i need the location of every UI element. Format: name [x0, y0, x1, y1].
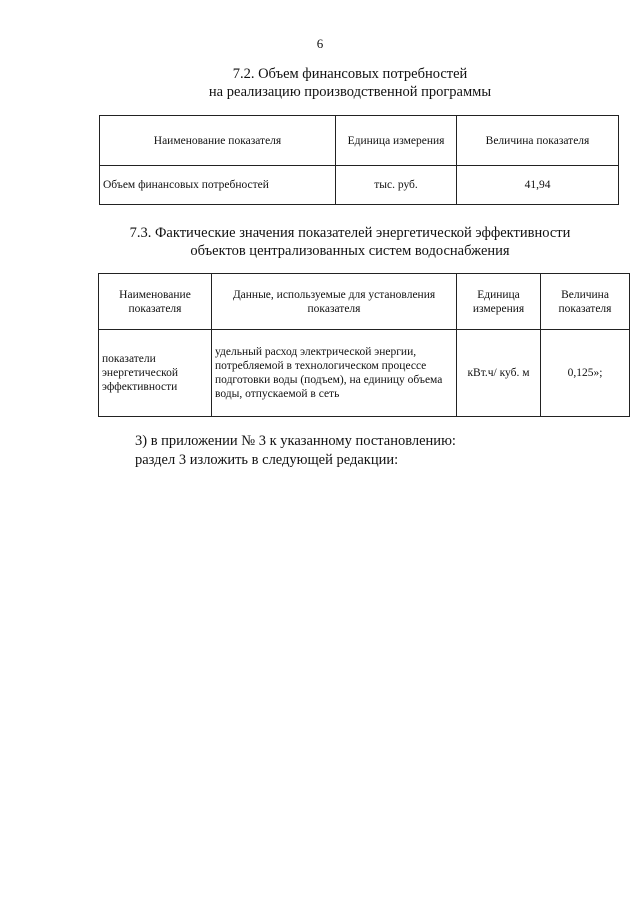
paragraph-section-3: раздел 3 изложить в следующей редакции:	[135, 452, 399, 468]
cell-unit: тыс. руб.	[336, 166, 457, 205]
financial-needs-table	[99, 115, 619, 205]
table-header-row	[100, 116, 619, 166]
section-7-3-heading	[60, 224, 640, 260]
section-7-2-heading	[60, 65, 640, 101]
energy-efficiency-table	[98, 273, 630, 417]
table-row	[99, 330, 630, 417]
cell-indicator-name: показатели энергетической эффективности	[99, 330, 212, 417]
header-data-used: Данные, используемые для установления показателя	[212, 274, 457, 330]
table-header-row	[99, 274, 630, 330]
cell-value: 41,94	[457, 166, 619, 205]
section-7-3-heading-line1: 7.3. Фактические значения показателей энергетической эффективности	[129, 225, 571, 241]
table-row	[100, 166, 619, 205]
header-value: Величина показателя	[541, 274, 630, 330]
cell-value: 0,125»;	[541, 330, 630, 417]
page-number: 6	[316, 36, 324, 51]
header-indicator-name: Наименование показателя	[99, 274, 212, 330]
cell-indicator-name: Объем финансовых потребностей	[100, 166, 336, 205]
header-value: Величина показателя	[457, 116, 619, 166]
section-7-2-heading-line2: на реализацию производственной программы	[208, 84, 492, 100]
cell-data-used: удельный расход электрической энергии, потребляемой в технологическом процессе подготовки воды (подъем), на единицу объема воды, отпускаемой в сеть	[212, 330, 457, 417]
paragraph-appendix-3: 3) в приложении № 3 к указанному постановлению:	[135, 433, 456, 449]
cell-unit: кВт.ч/ куб. м	[457, 330, 541, 417]
section-7-3-heading-line2: объектов централизованных систем водоснабжения	[190, 243, 510, 259]
header-unit: Единица измерения	[336, 116, 457, 166]
header-indicator-name: Наименование показателя	[100, 116, 336, 166]
header-unit: Единица измерения	[457, 274, 541, 330]
section-7-2-heading-line1: 7.2. Объем финансовых потребностей	[232, 66, 468, 82]
